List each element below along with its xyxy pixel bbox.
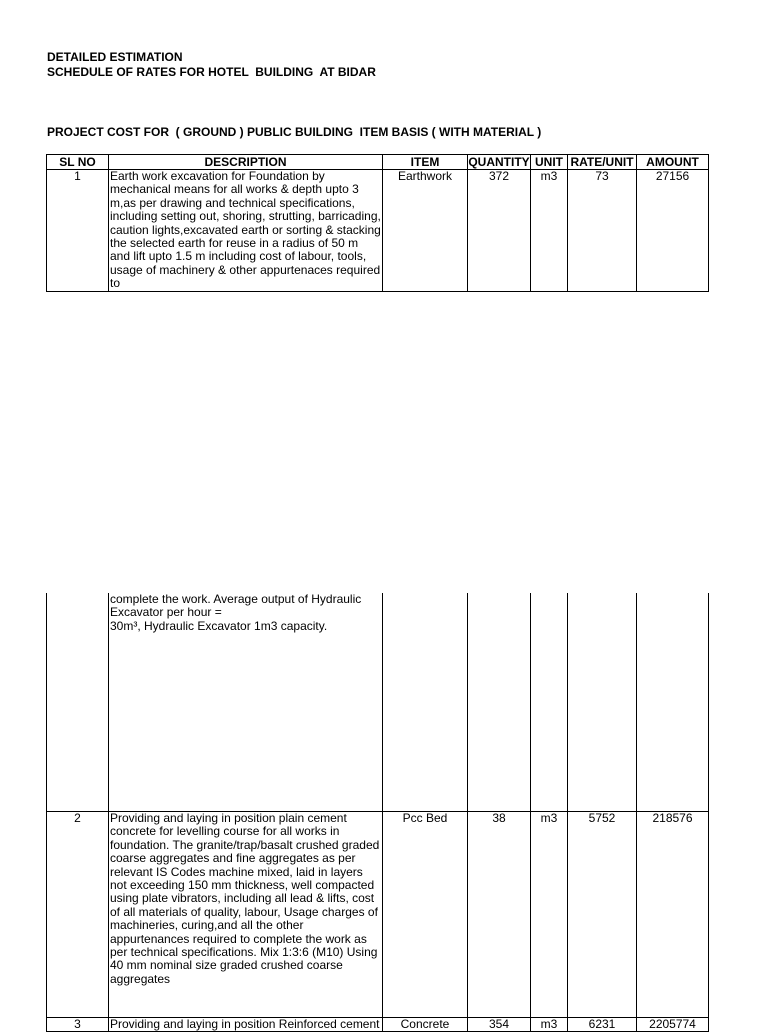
cell-empty bbox=[637, 593, 709, 812]
cell-item: Pcc Bed bbox=[383, 812, 468, 1018]
cell-empty bbox=[47, 593, 109, 812]
table-row bbox=[47, 170, 709, 292]
cell-sl-no: 1 bbox=[47, 170, 109, 292]
table-row bbox=[47, 812, 709, 1018]
cell-amount: 2205774 bbox=[637, 1018, 709, 1032]
cell-rate: 6231 bbox=[568, 1018, 637, 1032]
cell-description: Providing and laying in position Reinforced cement bbox=[109, 1018, 383, 1032]
cell-amount: 218576 bbox=[637, 812, 709, 1018]
col-header-unit: UNIT bbox=[531, 155, 568, 170]
cell-amount: 27156 bbox=[637, 170, 709, 292]
cell-quantity: 354 bbox=[468, 1018, 531, 1032]
cell-unit: m3 bbox=[531, 812, 568, 1018]
cell-description: Earth work excavation for Foundation by mechanical means for all works & depth upto 3 m,as per drawing and technical specifications, including setting out, shoring, strutting, barricading, caution lights,excavated earth or sorting & stacking the selected earth for reuse in a radius of 50 m and lift upto 1.5 m including cost of labour, tools, usage of machinery & other appurtenaces required to bbox=[110, 169, 381, 291]
cell-rate: 73 bbox=[568, 170, 637, 292]
cell-quantity: 372 bbox=[468, 170, 531, 292]
col-header-quantity: QUANTITY bbox=[468, 155, 530, 169]
col-header-rate: RATE/UNIT bbox=[568, 155, 637, 170]
col-header-amount: AMOUNT bbox=[637, 155, 709, 170]
description-fragment: complete the work. Average output of Hydraulic Excavator per hour = bbox=[110, 592, 362, 620]
cell-item: Earthwork bbox=[383, 170, 468, 292]
table-row-continuation bbox=[47, 593, 709, 812]
project-cost-heading: PROJECT COST FOR ( GROUND ) PUBLIC BUILDING ITEM BASIS ( WITH MATERIAL ) bbox=[47, 125, 542, 139]
cell-empty bbox=[531, 593, 568, 812]
col-header-item: ITEM bbox=[383, 155, 468, 170]
cell-empty bbox=[468, 593, 531, 812]
cell-item: Concrete bbox=[383, 1018, 468, 1032]
cell-description-continued bbox=[109, 593, 383, 812]
document-title: DETAILED ESTIMATION bbox=[47, 50, 183, 64]
cell-description: Providing and laying in position plain cement concrete for levelling course for all works in foundation. The granite/trap/basalt crushed graded coarse aggregates and fine aggregates as per relevant IS Codes machine mixed, laid in layers not exceeding 150 mm thickness, well compacted using plate vibrators, including all lead & lifts, cost of all materials of quality, labour, Usage charges of machineries, curing,and all the other appurtenances required to complete the work as per technical specifications. Mix 1:3:6 (M10) Using 40 mm nominal size graded crushed coarse aggregates bbox=[109, 812, 383, 1018]
col-header-sl-no: SL NO bbox=[47, 155, 109, 170]
cell-quantity: 38 bbox=[468, 812, 531, 1018]
cell-empty bbox=[383, 593, 468, 812]
document-subtitle: SCHEDULE OF RATES FOR HOTEL BUILDING AT BIDAR bbox=[47, 65, 376, 79]
table-row bbox=[47, 1018, 709, 1032]
table-bottom-section bbox=[46, 592, 708, 1031]
cell-unit: m3 bbox=[531, 1018, 568, 1032]
cell-empty bbox=[568, 593, 637, 812]
table-top-section bbox=[46, 154, 708, 291]
cell-sl-no: 3 bbox=[47, 1018, 109, 1032]
cell-unit: m3 bbox=[531, 170, 568, 292]
estimate-table-continued bbox=[46, 593, 709, 1032]
description-fragment: 30m³, Hydraulic Excavator 1m3 capacity. bbox=[110, 618, 328, 633]
table-header-row bbox=[47, 155, 709, 170]
cell-rate: 5752 bbox=[568, 812, 637, 1018]
cell-sl-no: 2 bbox=[47, 812, 109, 1018]
col-header-description: DESCRIPTION bbox=[109, 155, 383, 170]
estimate-table bbox=[46, 154, 709, 292]
